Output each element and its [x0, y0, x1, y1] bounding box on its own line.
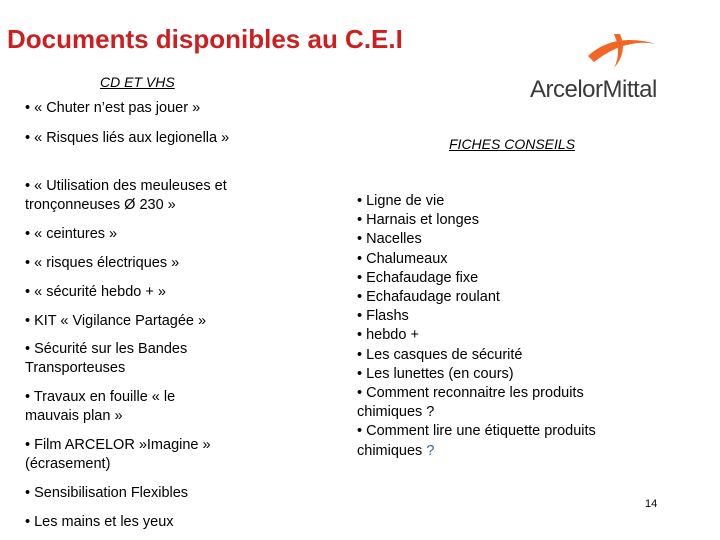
list-item-text: • Comment lire une étiquette produits chimiques: [357, 423, 596, 459]
arcelormittal-logo: [524, 26, 674, 106]
list-item: • Sensibilisation Flexibles: [25, 485, 189, 501]
list-item: • « Risques liés aux legionella »: [25, 130, 230, 146]
logo-swoosh-icon: [584, 26, 664, 70]
list-item: • « sécurité hebdo + »: [25, 284, 166, 300]
list-item: • « ceintures »: [25, 226, 118, 242]
list-item: • Nacelles: [357, 231, 422, 248]
fiches-conseils-list: [357, 192, 677, 461]
list-item: • « Chuter n’est pas jouer »: [25, 100, 201, 116]
list-item: • Chalumeaux: [357, 250, 448, 267]
cd-vhs-heading: CD ET VHS: [100, 74, 175, 90]
page-number: 14: [645, 498, 658, 510]
fiches-conseils-heading: FICHES CONSEILS: [449, 136, 576, 152]
list-item: • Les casques de sécurité: [357, 346, 523, 363]
list-item: • « Utilisation des meuleuses et tronçonneuses Ø 230 »: [25, 178, 227, 213]
list-item-last: [357, 422, 657, 460]
list-item: • hebdo +: [357, 327, 419, 344]
list-item: • Comment reconnaitre les produits chimiques ?: [357, 385, 584, 421]
question-mark: ?: [426, 442, 435, 459]
list-item: • Les lunettes (en cours): [357, 365, 514, 382]
logo-text: ArcelorMittal: [530, 76, 657, 103]
list-item: • « risques électriques »: [25, 255, 180, 271]
list-item: • Echafaudage roulant: [357, 289, 500, 306]
list-item: • Harnais et longes: [357, 212, 479, 229]
slide-title: Documents disponibles au C.E.I: [7, 24, 403, 54]
list-item: • Sécurité sur les Bandes Transporteuses: [25, 341, 188, 376]
list-item: • Les mains et les yeux: [25, 514, 174, 530]
list-item: • Echafaudage fixe: [357, 269, 479, 286]
list-item: • Film ARCELOR »Imagine » (écrasement): [25, 437, 211, 472]
list-item: • Travaux en fouille « le mauvais plan »: [25, 389, 176, 424]
list-item: • Flashs: [357, 308, 409, 325]
list-item: • Ligne de vie: [357, 193, 445, 209]
list-item: • KIT « Vigilance Partagée »: [25, 313, 207, 329]
